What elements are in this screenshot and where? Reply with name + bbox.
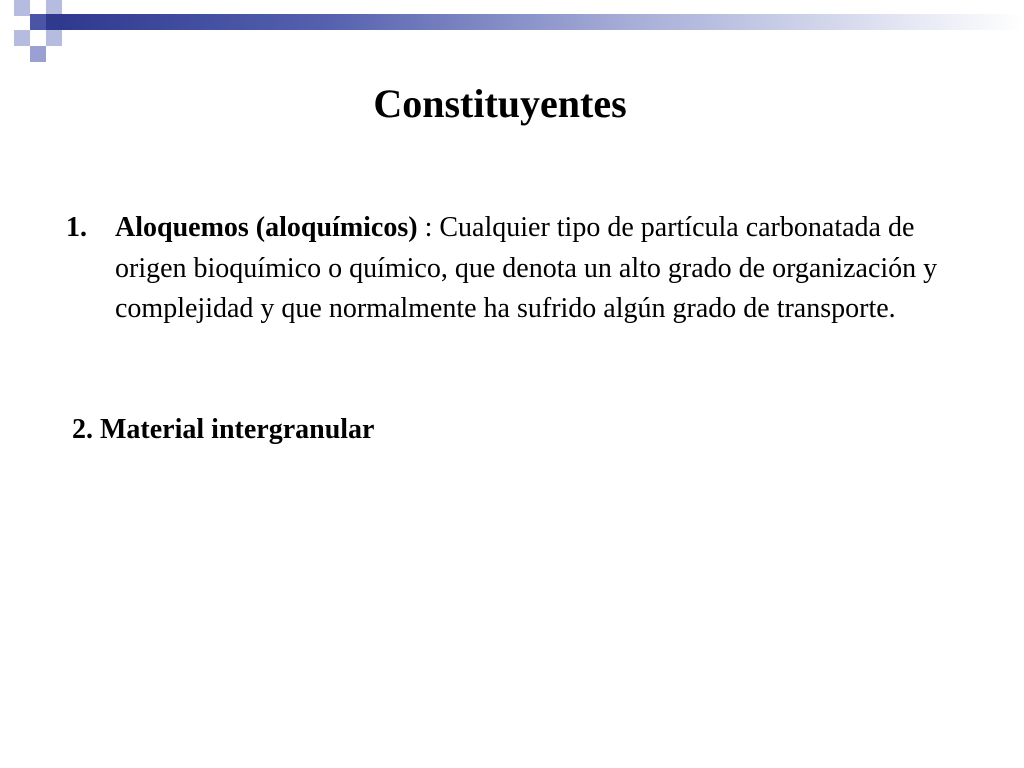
slide-title: Constituyentes — [373, 81, 627, 126]
deco-square — [14, 30, 30, 46]
header-gradient-bar — [62, 14, 1024, 30]
term-aloquemos: Aloquemos (aloquímicos) — [115, 212, 418, 243]
deco-square — [46, 0, 62, 14]
deco-square — [30, 46, 46, 62]
deco-square — [46, 14, 62, 30]
term-separator: : — [417, 212, 440, 243]
header-decoration — [0, 0, 1024, 70]
deco-square — [46, 30, 62, 46]
term-description: Cualquier tipo de partícula carbonatada de origen bioquímico o químico, que denota un alto grado de organización y complejidad y que normalmente ha sufrido algún grado de transporte. — [115, 212, 938, 324]
deco-square — [30, 14, 46, 30]
list-item-body — [115, 208, 965, 330]
deco-square — [14, 0, 30, 16]
list-number: 1. — [66, 212, 87, 243]
list-item-2: 2. Material intergranular — [72, 414, 375, 445]
